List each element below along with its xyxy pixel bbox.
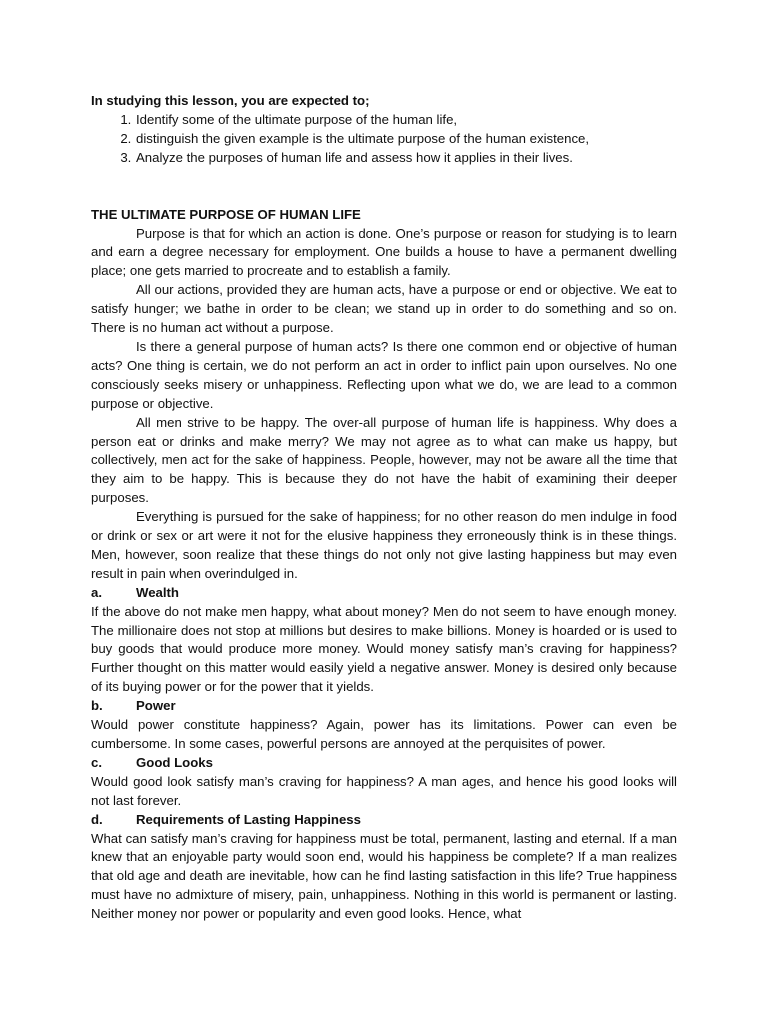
subsection-letter: d. [91, 811, 103, 827]
paragraph: Everything is pursued for the sake of happiness; for no other reason do men indulge in food or drink or sex or art were it not for the elusive happiness they erroneously think is in these things. Men, however, soon realize that these things do not only not give lasting happiness but may even result in pain when overindulged in. [91, 509, 677, 581]
paragraph: Is there a general purpose of human acts? Is there one common end or objective of human acts? One thing is certain, we do not perform an act in order to inflict pain upon ourselves. No one consciously seeks misery or unhappiness. Reflecting upon what we do, we are lead to a common purpose or objective. [91, 338, 677, 411]
section-title: THE ULTIMATE PURPOSE OF HUMAN LIFE [91, 206, 361, 222]
subsection-letter: b. [91, 698, 103, 714]
document-page [91, 92, 677, 924]
objectives-list [91, 111, 677, 168]
subsection-heading-power [91, 697, 677, 716]
paragraph: All our actions, provided they are human acts, have a purpose or end or objective. We eat to satisfy hunger; we bathe in order to be clean; we stand up in order to do something and so on. There is no human act without a purpose. [91, 282, 677, 336]
subsection-letter: a. [91, 584, 102, 600]
subsection-title: Good Looks [136, 754, 213, 770]
paragraph: All men strive to be happy. The over-all purpose of human life is happiness. Why does a person eat or drinks and make merry? We may not agree as to what can make us happy, but collectively, men act for the sake of happiness. People, however, may not be aware all the time that they aim to be happy. This is because they do not have the habit of examining their deeper purposes. [91, 414, 677, 506]
objective-item: 2. distinguish the given example is the ultimate purpose of the human existence, [135, 130, 677, 149]
subsection-heading-wealth [91, 584, 677, 603]
subsection-text: Would good look satisfy man’s craving for happiness? A man ages, and hence his good looks will not last forever. [91, 773, 677, 808]
subsection-letter: c. [91, 754, 102, 770]
subsection-title: Wealth [136, 584, 179, 600]
subsection-heading-good-looks [91, 754, 677, 773]
paragraph: Purpose is that for which an action is done. One’s purpose or reason for studying is to learn and earn a degree necessary for employment. One builds a house to have a permanent dwelling place; one gets married to procreate and to establish a family. [91, 225, 677, 279]
subsection-heading-requirements [91, 811, 677, 830]
subsection-title: Power [136, 698, 176, 714]
subsection-text: What can satisfy man’s craving for happiness must be total, permanent, lasting and eternal. If a man knew that an enjoyable party would soon end, would his happiness be complete? If a man realizes that old age and death are inevitable, how can he find lasting satisfaction in this life? True happiness must have no admixture of misery, pain, unhappiness. Nothing in this world is permanent or lasting. Neither money nor power or popularity and even good looks. Hence, what [91, 830, 677, 922]
objective-item: 3. Analyze the purposes of human life and assess how it applies in their lives. [135, 149, 677, 168]
lesson-objectives-heading: In studying this lesson, you are expected to; [91, 93, 370, 108]
objective-item: 1. Identify some of the ultimate purpose of the human life, [135, 111, 677, 130]
subsection-text: Would power constitute happiness? Again, power has its limitations. Power can even be cumbersome. In some cases, powerful persons are annoyed at the perquisites of power. [91, 717, 677, 751]
subsection-title: Requirements of Lasting Happiness [136, 811, 361, 827]
subsection-text: If the above do not make men happy, what about money? Men do not seem to have enough money. The millionaire does not stop at millions but desires to make billions. Money is hoarded or is used to buy goods that would produce more money. Would money satisfy man’s craving for happiness? Further thought on this matter would easily yield a negative answer. Money is desired only because of its buying power or for the power that it yields. [91, 603, 677, 695]
